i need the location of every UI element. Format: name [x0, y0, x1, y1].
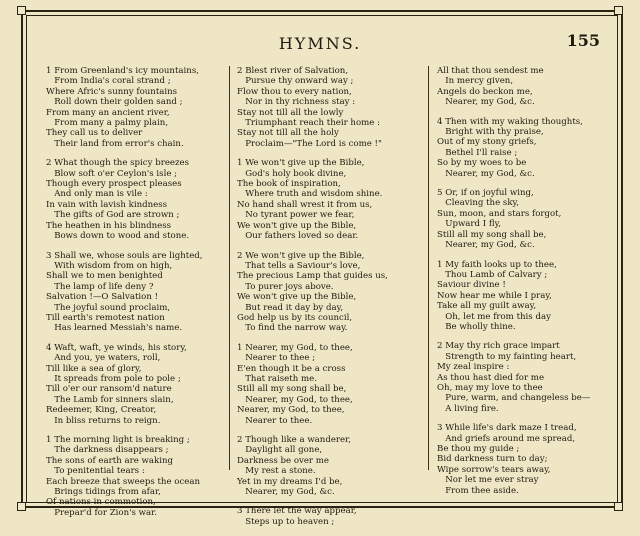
verse-line: From many a palmy plain,: [46, 118, 169, 129]
verse-line: Blow soft o'er Ceylon's isle ;: [46, 168, 178, 179]
verse-line: 1 My faith looks up to thee,: [437, 259, 557, 270]
verse-line: The darkness disappears ;: [46, 445, 169, 456]
hymn-stanza: [437, 341, 613, 414]
verse-line: Till o'er our ransom'd nature: [46, 384, 172, 395]
verse-line: As thou hast died for me: [437, 372, 545, 383]
verse-line: From many an ancient river,: [46, 107, 170, 118]
verse-line: Of nations in commotion,: [46, 497, 156, 508]
verse-line: God help us by its council,: [237, 312, 353, 323]
verse-line: E'en though it be a cross: [237, 363, 346, 374]
verse-line: Bows down to wood and stone.: [46, 231, 190, 242]
verse-line: 3 Shall we, whose souls are lighted,: [46, 250, 203, 261]
verse-line: Be wholly thine.: [437, 321, 516, 332]
hymn-stanza: [237, 343, 413, 426]
verse-line: Out of my stony griefs,: [437, 137, 537, 148]
verse-line: 3 There let the way appear,: [237, 506, 357, 517]
verse-line: With wisdom from on high,: [46, 260, 173, 271]
verse-line: Though every prospect pleases: [46, 179, 182, 190]
verse-line: To purer joys above.: [237, 281, 334, 292]
verse-line: Strength to my fainting heart,: [437, 351, 577, 362]
verse-line: That tells a Saviour's love,: [237, 260, 361, 271]
hymn-stanza: [237, 158, 413, 241]
verse-line: Still all my song shall be,: [437, 229, 547, 240]
verse-line: Saviour divine !: [437, 280, 506, 291]
verse-line: Daylight all gone,: [237, 445, 323, 456]
verse-line: Pursue thy onward way ;: [237, 76, 354, 87]
verse-line: 2 What though the spicy breezes: [46, 158, 190, 169]
verse-line: Nearer, my God, &c.: [437, 168, 535, 179]
verse-line: And only man is vile :: [46, 189, 148, 200]
hymn-stanza: [437, 188, 613, 250]
hymn-column-1: [46, 66, 222, 527]
verse-line: That raiseth me.: [237, 373, 317, 384]
verse-line: God's holy book divine,: [237, 168, 347, 179]
verse-line: Steps up to heaven ;: [237, 516, 335, 527]
verse-line: Angels do beckon me,: [437, 86, 533, 97]
verse-line: Stay not till all the holy: [237, 128, 339, 139]
hymn-stanza: [46, 158, 222, 241]
verse-line: Stay not till all the lowly: [237, 107, 344, 118]
verse-line: Nearer to thee.: [237, 415, 313, 426]
verse-line: Oh, may my love to thee: [437, 382, 543, 393]
verse-line: 1 We won't give up the Bible,: [237, 158, 365, 169]
hymn-stanza: [237, 251, 413, 334]
page-number: 155: [566, 31, 600, 50]
verse-line: So by my woes to be: [437, 158, 527, 169]
verse-line: It spreads from pole to pole ;: [46, 373, 181, 384]
corner-ornament: [614, 502, 623, 511]
verse-line: But read it day by day,: [237, 302, 344, 313]
verse-line: And griefs around me spread,: [437, 433, 576, 444]
verse-line: Where Afric's sunny fountains: [46, 86, 178, 97]
hymn-stanza: [437, 423, 613, 496]
verse-line: In vain with lavish kindness: [46, 199, 168, 210]
hymn-stanza: [237, 435, 413, 497]
verse-line: Bid darkness turn to day;: [437, 454, 548, 465]
verse-line: From thee aside.: [437, 485, 519, 496]
verse-line: No tyrant power we fear,: [237, 210, 355, 221]
hymn-stanza: [46, 435, 222, 518]
verse-line: Flow thou to every nation,: [237, 86, 352, 97]
verse-line: Yet in my dreams I'd be,: [237, 476, 343, 487]
corner-ornament: [17, 6, 26, 15]
verse-line: Nearer, my God, to thee,: [237, 405, 345, 416]
verse-line: 2 Though like a wanderer,: [237, 435, 352, 445]
verse-line: My zeal inspire :: [437, 362, 510, 373]
verse-line: The gifts of God are strown ;: [46, 210, 180, 221]
verse-line: Has learned Messiah's name.: [46, 323, 183, 334]
verse-line: Our fathers loved so dear.: [237, 231, 359, 242]
verse-line: Their land from error's chain.: [46, 138, 184, 149]
verse-line: Nor let me ever stray: [437, 475, 539, 486]
hymn-stanza: [237, 506, 413, 527]
verse-line: Till like a sea of glory,: [46, 363, 142, 374]
verse-line: 1 From Greenland's icy mountains,: [46, 66, 199, 76]
verse-line: From India's coral strand ;: [46, 76, 171, 87]
hymn-stanza: [437, 117, 613, 179]
verse-line: The lamp of life deny ?: [46, 281, 154, 292]
verse-line: Till earth's remotest nation: [46, 312, 165, 323]
column-divider: [428, 66, 429, 470]
hymn-stanza: [46, 251, 222, 334]
verse-line: Shall we to men benighted: [46, 271, 163, 282]
verse-line: Nor in thy richness stay :: [237, 97, 356, 108]
verse-line: Salvation !—O Salvation !: [46, 292, 159, 303]
verse-line: 3 While life's dark maze I tread,: [437, 423, 577, 434]
verse-line: 2 Blest river of Salvation,: [237, 66, 349, 76]
verse-line: Still all my song shall be,: [237, 384, 347, 395]
verse-line: Darkness be over me: [237, 455, 330, 466]
verse-line: No hand shall wrest it from us,: [237, 199, 373, 210]
verse-line: Triumphant reach their home :: [237, 118, 380, 129]
verse-line: The sons of earth are waking: [46, 455, 173, 466]
verse-line: 1 The morning light is breaking ;: [46, 435, 190, 445]
verse-line: Proclaim—"The Lord is come !": [237, 138, 382, 149]
verse-line: 2 May thy rich grace impart: [437, 341, 560, 352]
verse-line: Oh, let me from this day: [437, 311, 551, 322]
verse-line: Sun, moon, and stars forgot,: [437, 208, 562, 219]
verse-line: The book of inspiration,: [237, 179, 341, 190]
verse-line: Bethel I'll raise ;: [437, 147, 518, 158]
verse-line: 1 Nearer, my God, to thee,: [237, 342, 353, 353]
verse-line: And you, ye waters, roll,: [46, 353, 161, 364]
verse-line: My rest a stone.: [237, 466, 316, 477]
page-title: HYMNS.: [278, 34, 362, 53]
verse-line: We won't give up the Bible,: [237, 220, 357, 231]
verse-line: Nearer, my God, &c.: [237, 487, 335, 498]
verse-line: Prepar'd for Zion's war.: [46, 507, 158, 518]
corner-ornament: [614, 6, 623, 15]
verse-line: A living fire.: [437, 403, 499, 414]
hymn-stanza: [437, 66, 613, 108]
hymn-column-2: [237, 66, 413, 536]
hymn-stanza: [437, 260, 613, 333]
verse-line: In bliss returns to reign.: [46, 415, 161, 426]
verse-line: Take all my guilt away,: [437, 301, 537, 312]
corner-ornament: [17, 502, 26, 511]
verse-line: Nearer, my God, &c.: [437, 97, 535, 108]
column-divider: [229, 66, 230, 470]
verse-line: 4 Waft, waft, ye winds, his story,: [46, 342, 187, 353]
hymn-stanza: [46, 343, 222, 426]
verse-line: Be thou my guide ;: [437, 444, 520, 454]
verse-line: The precious Lamp that guides us,: [237, 271, 388, 282]
verse-line: Pure, warm, and changeless be—: [437, 393, 591, 404]
verse-line: Thou Lamb of Calvary ;: [437, 269, 548, 280]
verse-line: In mercy given,: [437, 76, 514, 87]
verse-line: 5 Or, if on joyful wing,: [437, 188, 534, 199]
verse-line: They call us to deliver: [46, 128, 143, 139]
verse-line: Redeemer, King, Creator,: [46, 405, 157, 416]
verse-line: All that thou sendest me: [437, 66, 544, 76]
verse-line: Bright with thy praise,: [437, 127, 544, 138]
hymn-stanza: [46, 66, 222, 149]
verse-line: Upward I fly,: [437, 219, 502, 230]
hymn-column-3: [437, 66, 613, 505]
verse-line: The joyful sound proclaim,: [46, 302, 171, 313]
verse-line: Brings tidings from afar,: [46, 487, 161, 498]
verse-line: 2 We won't give up the Bible,: [237, 250, 365, 261]
verse-line: The heathen in his blindness: [46, 220, 172, 231]
verse-line: Nearer, my God, to thee,: [237, 394, 353, 405]
verse-line: 4 Then with my waking thoughts,: [437, 116, 583, 127]
verse-line: Each breeze that sweeps the ocean: [46, 476, 201, 487]
verse-line: Nearer, my God, &c.: [437, 240, 535, 251]
verse-line: Roll down their golden sand ;: [46, 97, 183, 108]
verse-line: Nearer to thee ;: [237, 353, 316, 364]
verse-line: To find the narrow way.: [237, 323, 348, 334]
verse-line: We won't give up the Bible,: [237, 292, 357, 303]
verse-line: The Lamb for sinners slain,: [46, 394, 174, 405]
verse-line: Now hear me while I pray,: [437, 290, 552, 301]
verse-line: Cleaving the sky,: [437, 198, 519, 209]
hymn-stanza: [237, 66, 413, 149]
verse-line: Where truth and wisdom shine.: [237, 189, 383, 200]
verse-line: To penitential tears :: [46, 466, 145, 477]
verse-line: Wipe sorrow's tears away,: [437, 464, 551, 475]
